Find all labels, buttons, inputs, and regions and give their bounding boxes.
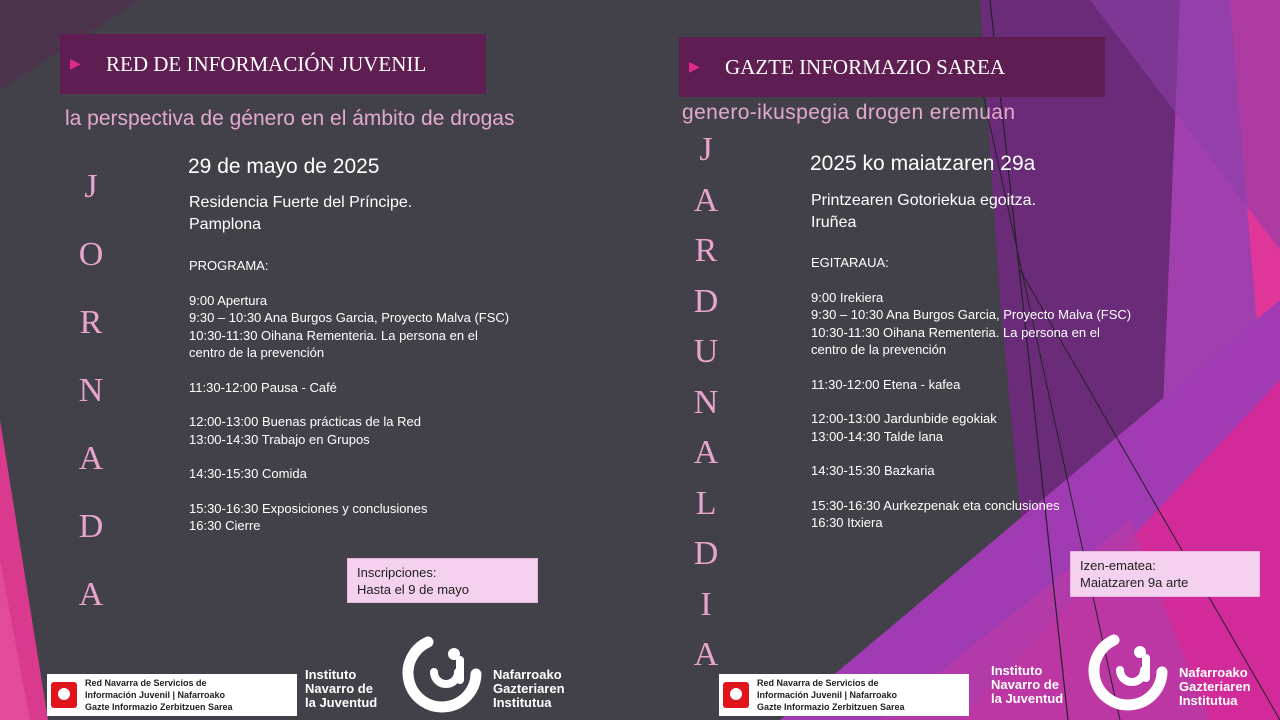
vertical-letter: A	[693, 636, 719, 673]
red-logo-line: Información Juvenil | Nafarroako	[757, 690, 898, 700]
vertical-letter: N	[78, 372, 104, 409]
red-logo-line: Gazte Informazio Zerbitzuen Sarea	[85, 702, 233, 712]
vertical-letter: D	[693, 535, 719, 572]
vertical-letter: O	[78, 236, 104, 273]
gazteriaren-line: Institutua	[493, 695, 552, 710]
left-banner-title: RED DE INFORMACIÓN JUVENIL	[106, 51, 427, 76]
program-item: 16:30 Itxiera	[811, 515, 883, 530]
program-item: 10:30-11:30 Oihana Rementeria. La persona en el	[189, 327, 478, 343]
vertical-letter: N	[693, 383, 719, 421]
program-item: 13:00-14:30 Talde lana	[811, 428, 944, 444]
left-gazteriaren-text	[493, 668, 565, 710]
vertical-letter: D	[78, 508, 104, 545]
right-banner-title: GAZTE INFORMAZIO SAREA	[725, 54, 1005, 79]
program-item: 16:30 Cierre	[189, 518, 261, 533]
program-item: 9:00 Irekiera	[811, 289, 884, 305]
program-item: centro de la prevención	[189, 345, 325, 360]
gazteriaren-line: Institutua	[1179, 693, 1238, 708]
left-date: 29 de mayo de 2025	[188, 155, 380, 178]
left-injuve-logo-icon	[398, 630, 484, 716]
instituto-line: la Juventud	[305, 695, 378, 710]
vertical-letter: I	[700, 585, 712, 623]
left-program	[189, 257, 569, 535]
instituto-line: la Juventud	[991, 691, 1064, 706]
program-item: 9:00 Apertura	[189, 292, 268, 308]
program-item: centro de la prevención	[811, 342, 947, 357]
vertical-letter: R	[79, 304, 103, 341]
vertical-letter: A	[693, 434, 719, 471]
instituto-line: Navarro de	[305, 681, 373, 696]
vertical-letter: J	[84, 168, 98, 205]
right-note-deadline: Maiatzaren 9a arte	[1080, 575, 1189, 590]
right-program	[811, 254, 1191, 532]
left-registration-note	[347, 558, 538, 603]
right-gazteriaren-text	[1179, 666, 1251, 708]
gazteriaren-line: Nafarroako	[493, 667, 562, 682]
right-date: 2025 ko maiatzaren 29a	[810, 152, 1036, 175]
program-item: 12:00-13:00 Buenas prácticas de la Red	[189, 414, 421, 429]
left-program-title: PROGRAMA:	[189, 258, 269, 273]
red-logo-line: Gazte Informazio Zerbitzuen Sarea	[757, 702, 905, 712]
program-item: 9:30 – 10:30 Ana Burgos Garcia, Proyecto Malva (FSC)	[811, 307, 1132, 322]
triangle-bullet-icon: ▶	[689, 59, 700, 75]
right-note-title: Izen-ematea:	[1080, 558, 1156, 573]
right-program-title: EGITARAUA:	[811, 255, 889, 270]
right-place-line1: Printzearen Gotoriekua egoitza.	[811, 192, 1037, 209]
program-item: 14:30-15:30 Bazkaria	[811, 463, 935, 478]
left-subtitle: la perspectiva de género en el ámbito de drogas	[65, 107, 515, 130]
instituto-line: Instituto	[991, 663, 1043, 678]
red-logo-line: Red Navarra de Servicios de	[85, 678, 207, 688]
red-logo-line: Información Juvenil | Nafarroako	[85, 690, 226, 700]
right-subtitle: genero-ikuspegia drogen eremuan	[682, 101, 1016, 124]
instituto-line: Navarro de	[991, 677, 1059, 692]
gazteriaren-line: Nafarroako	[1179, 665, 1248, 680]
right-banner	[679, 37, 1105, 97]
vertical-letter: A	[78, 440, 104, 477]
left-note-title: Inscripciones:	[357, 565, 437, 580]
right-red-navarra-logo	[719, 674, 969, 716]
left-banner	[60, 34, 486, 94]
left-note-deadline: Hasta el 9 de mayo	[357, 582, 470, 597]
left-place	[189, 192, 412, 236]
right-registration-note	[1070, 551, 1260, 597]
vertical-letter: A	[78, 576, 104, 613]
right-place-line2: Iruñea	[811, 214, 857, 231]
right-place	[811, 190, 1036, 234]
vertical-letter: D	[693, 282, 719, 320]
program-item: 12:00-13:00 Jardunbide egokiak	[811, 411, 997, 426]
program-item: 10:30-11:30 Oihana Rementeria. La persona en el	[811, 324, 1100, 340]
program-item: 11:30-12:00 Etena - kafea	[811, 376, 961, 392]
right-instituto-text	[991, 664, 1063, 706]
gazteriaren-line: Gazteriaren	[493, 681, 565, 696]
vertical-letter: J	[699, 131, 713, 168]
left-red-navarra-logo	[47, 674, 297, 716]
program-item: 14:30-15:30 Comida	[189, 466, 307, 481]
vertical-letter: A	[693, 181, 719, 219]
right-injuve-logo-icon	[1084, 628, 1170, 714]
program-item: 11:30-12:00 Pausa - Café	[189, 379, 337, 395]
left-place-line2: Pamplona	[189, 216, 262, 233]
vertical-letter: L	[695, 484, 717, 522]
left-instituto-text	[305, 668, 377, 710]
red-navarra-mark-icon	[51, 682, 77, 708]
program-item: 15:30-16:30 Aurkezpenak eta conclusiones	[811, 497, 1060, 513]
instituto-line: Instituto	[305, 667, 357, 682]
gazteriaren-line: Gazteriaren	[1179, 679, 1251, 694]
program-item: 9:30 – 10:30 Ana Burgos Garcia, Proyecto Malva (FSC)	[189, 310, 510, 325]
vertical-letter: R	[694, 232, 718, 269]
red-navarra-mark-icon	[723, 682, 749, 708]
triangle-bullet-icon: ▶	[70, 56, 81, 72]
program-item: 13:00-14:30 Trabajo en Grupos	[189, 431, 370, 447]
program-item: 15:30-16:30 Exposiciones y conclusiones	[189, 500, 428, 516]
vertical-letter: U	[693, 333, 719, 370]
left-place-line1: Residencia Fuerte del Príncipe.	[189, 194, 413, 211]
red-logo-line: Red Navarra de Servicios de	[757, 678, 879, 688]
